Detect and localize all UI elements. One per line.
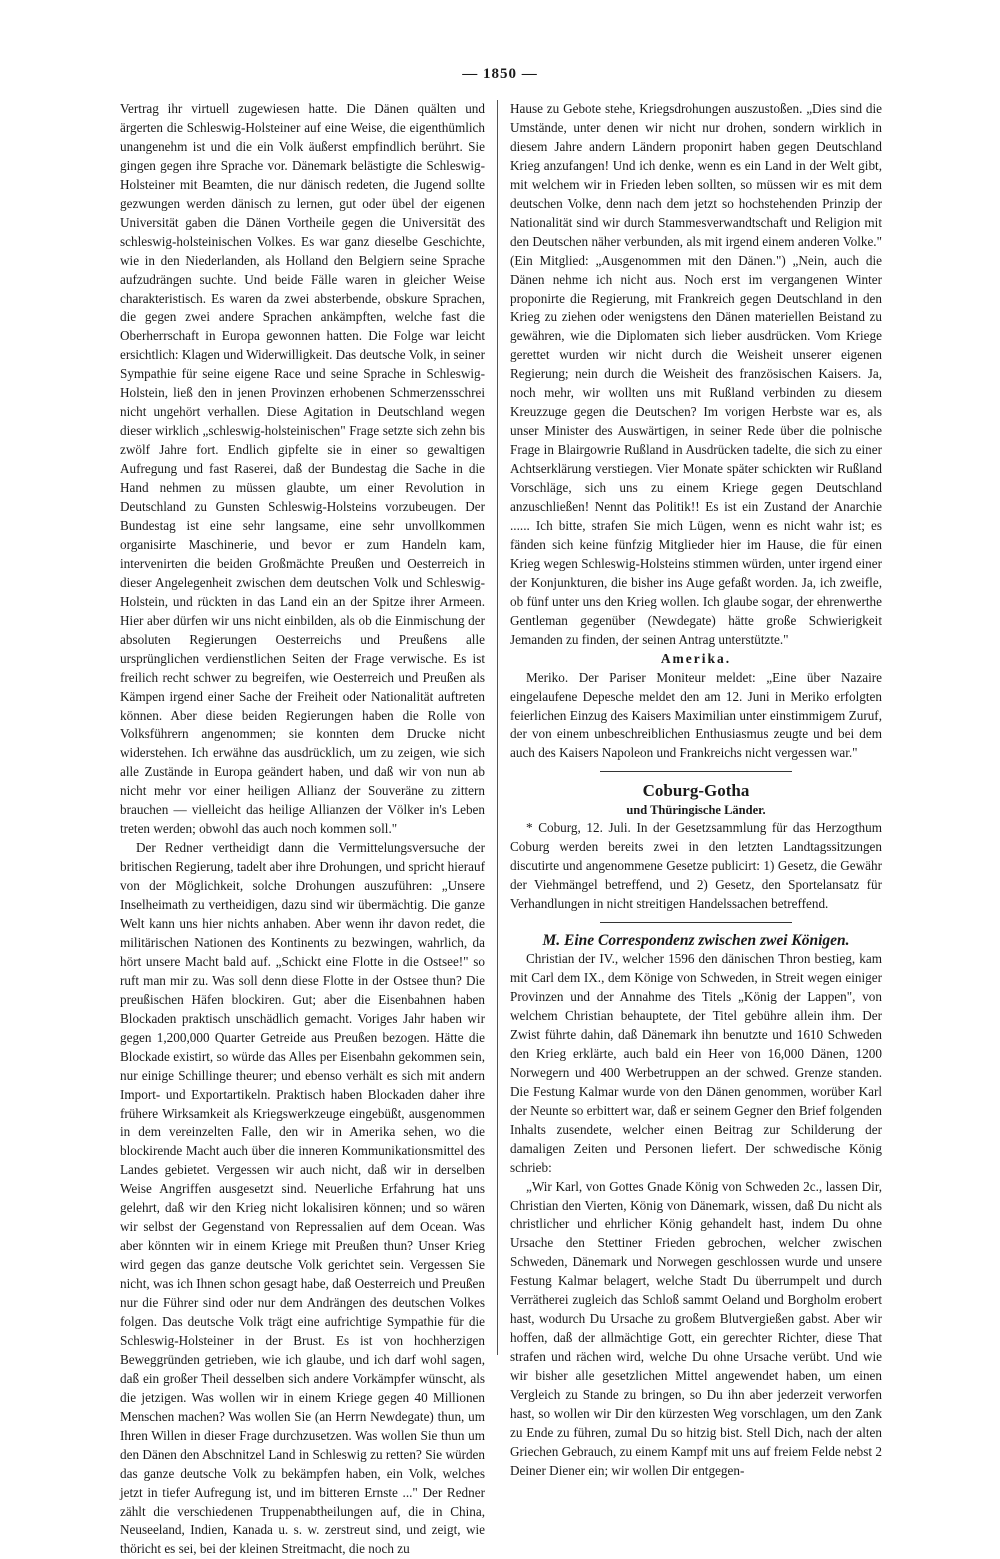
amerika-heading: Amerika. [660, 650, 732, 666]
coburg-subheading: und Thüringische Länder. [626, 803, 766, 818]
page-number: — 1850 — [462, 66, 538, 82]
amerika-text: Meriko. Der Pariser Moniteur meldet: „Eine über Nazaire eingelaufene Depesche meldet den am 12. Juni in Meriko erfolgten feierlichen Einzug des Kaisers Maximilian unter einstimmigem Zuruf, der von einem unbeschreiblichen Enthusiasmus zeugte und bei dem auch des Kaisers Napoleon und Frankreichs nicht vergessen war." [510, 669, 882, 761]
column-divider [497, 100, 498, 1355]
left-paragraph-2: Der Redner vertheidigt dann die Vermittelungsversuche der britischen Regierung, tadelt aber ihre Drohungen, und spricht hierauf von der Möglichkeit, solche Drohungen auszuführen: „Unsere Inselheimath zu vertheidigen, dazu sind wir übermächtig. Die ganze Welt kann uns hier nichts anhaben. Aber wenn ihr davon redet, die militärischen Nationen des Kontinents zu bezwingen, wahrlich, da hört unsere Macht bald auf. „Schickt eine Flotte in die Ostsee!" so ruft man mir zu. Was soll denn diese Flotte in der Ostsee thun? Die preußischen Häfen blockiren. Gut; aber die Eisenbahnen haben Blockaden praktisch unschädlich gemacht. Voriges Jahr haben wir gegen 1,200,000 Quarter Getreide aus Preußen bezogen. Hätte die Blockade existirt, so würde das Alles per Eisenbahn gekommen sein, nur einige Schillinge theurer; und ebenso verhält es sich mit andern Import- und Exportartikeln. Praktisch haben Blockaden daher ihre frühere Wirksamkeit als Kriegswerkzeuge eingebüßt, ausgenommen in dem vereinzelten Falle, den wir in Amerika sehen, wo die blockirende Macht auch über die inneren Kommunikationsmittel des Landes gebietet. Vergessen wir auch nicht, daß wir in derselben Weise Angriffen ausgesetzt sind. Neuerliche Erfahrung hat uns gelehrt, daß wir den Krieg nicht lokalisiren können; und so wären wir selbst der Gegenstand von Repressalien auf dem Ocean. Was aber könnten wir in einem Kriege mit Preußen thun? Unser Krieg wird gegen das ganze deutsche Volk gerichtet sein. Vergessen Sie nicht, was ich Ihnen schon gesagt habe, daß Oesterreich und Preußen nur die Führer sind oder nur dem Andrängen des deutschen Volkes folgen. Das deutsche Volk trägt eine aufrichtige Sympathie für die Schleswig-Holsteiner in der Brust. Es ist von hochherzigen Beweggründen getrieben, wie ich glaube, und ich darf wohl sagen, daß ein großer Theil desselben sich andere Vorkämpfer wünscht, als die jetzigen. Was wollen wir in einem Kriege gegen 40 Millionen Menschen machen? Was wollen Sie (an Herrn Newdegate) thun, um Ihren Willen in dieser Frage durchzusetzen. Was wollen Sie thun um den Dänen den Abschnitzel Land in Schleswig zu retten? Sie würden das ganze deutsche Volk zu bekämpfen haben, ein Volk, welches jetzt in tiefer Aufregung ist, und im bitteren Ernste ..." Der Redner zählt die verschiedenen Truppenabtheilungen auf, die in China, Neuseeland, Indien, Kanada u. s. w. zerstreut sind, und zeigt, wie thöricht es sei, bei der kleinen Streitmacht, die noch zu [120, 840, 485, 1557]
section-rule-1 [600, 771, 792, 772]
left-paragraph-1: Vertrag ihr virtuell zugewiesen hatte. Die Dänen quälten und ärgerten die Schleswig-Holsteiner auf eine Weise, die eigenthümlich unangenehm ist und die ein Volk äußerst empfindlich berührt. Sie gingen gegen ihre Sprache vor. Dänemark belästigte die Schleswig-Holsteiner mit Beamten, die nur dänisch redeten, die Jugend sollte gezwungen werden dänisch zu lernen, gut oder übel der eigenen Universität gaben die Dänen Vortheile gegen die Universität des schleswig-holsteinischen Volkes. Es war ganz dieselbe Geschichte, wie in den Niederlanden, als Holland den Belgiern seine Sprache aufzudrängen suchte. Und beide Fälle waren in gleicher Weise charakteristisch. Es waren da zwei absterbende, obskure Sprachen, die gegen zwei andere Sprachen ankämpften, welche fast die Oberherrschaft in Europa gewonnen hatten. Die Folge war leicht ersichtlich: Klagen und Widerwilligkeit. Das deutsche Volk, in seiner Sympathie für seine eigene Race und seine Sprache in Schleswig-Holstein, ließ den in jenen Provinzen erhobenen Schmerzensschrei nicht ungehört verhallen. Diese Agitation in Deutschland wegen dieser wirklich „schleswig-holsteinischen" Frage setzte sich zehn bis zwölf Jahre fort. Endlich gipfelte sie in einer so gewaltigen Aufregung und fast Raserei, daß der Bundestag die Sache in die Hand nehmen zu müssen glaubte, um einer Revolution in Deutschland zu Gunsten Schleswig-Holsteins vorzubeugen. Der Bundestag ist eine sehr langsame, eine sehr unvollkommen organisirte Maschinerie, und bevor er zum Handeln kam, intervenirten die beiden Großmächte Preußen und Oesterreich in dieser Angelegenheit zwischen dem deutschen Volk und Schleswig-Holstein, und rückten in das Land ein an der Spitze ihrer Armeen. Hier aber dürfen wir uns nicht einbilden, als ob die Einmischung der absoluten Regierungen Oesterreichs und Preußens alle ursprünglichen verdienstlichen Seiten der Frage verwische. Es ist freilich recht schwer zu begreifen, wie Oesterreich und Preußen als Kämpen irgend einer Sache der Freiheit oder Nationalität auftreten können. Aber diese beiden Regierungen haben die Rolle von Volksführern angenommen; sie konnten dem Drucke nicht widerstehen. Ich erwähne das ausdrücklich, um zu zeigen, wie sich alle Zustände in Europa geändert haben, und daß wir von nun ab nicht mehr vor einer heiligen Allianz der Souveräne zu zittern brauchen — vielleicht das heilige Allianzen der Völker in's Leben treten werden; obwohl das auch noch kommen soll." [120, 101, 485, 837]
coburg-heading: Coburg-Gotha [642, 781, 750, 801]
left-column [120, 100, 485, 1557]
coburg-text: * Coburg, 12. Juli. In der Gesetzsammlung für das Herzogthum Coburg werden bereits zwei in den letzten Landtagssitzungen discutirte und angenommene Gesetze publicirt: 1) Gesetz, die Gewähr der Viehmängel betreffend, und 2) Gesetz, den Sportelansatz für Verhandlungen in nicht streitigen Handelssachen betreffend. [510, 820, 882, 912]
right-intro-paragraph: Hause zu Gebote stehe, Kriegsdrohungen auszustoßen. „Dies sind die Umstände, unter denen wir nicht nur drohen, sondern wirklich in diesem Jahre andern Ländern proponirt haben gegen Deutschland Krieg anzufangen! Und ich denke, wenn es ein Land in der Welt gibt, mit welchem wir in Frieden leben sollten, so müssen wir es mit dem deutschen Volke, denn nach dem jetzt so hochstehenden Prinzip der Nationalität sind wir durch Stammesverwandtschaft und Religion mit den Deutschen näher verbunden, als mit irgend einem anderen Volke." (Ein Mitglied: „Ausgenommen mit den Dänen.") „Nein, auch die Dänen nehme ich nicht aus. Noch erst im vergangenen Winter proponirte die Regierung, mit Frankreich gegen Deutschland in den Krieg zu ziehen oder wenigstens den Dänen materiellen Beistand zu gewähren, wie die Diplomaten sich lieber ausdrücken. Vom Kriege gerettet wurden wir nicht durch die Weisheit unserer eigenen Regierung; nein durch die Weisheit des französischen Kaisers. Ja, noch mehr, wir wollten uns mit Rußland verbinden zu diesem Kreuzzuge gegen die Deutschen? Im vorigen Herbste war es, als unser Minister des Auswärtigen, in seiner Rede über die polnische Frage in Blairgowrie Rußland in Ausdrücken tadelte, die sich zu einer Achtserklärung verstiegen. Vier Monate später schickten wir Rußland Vorschläge, sich uns zu einem Kriege gegen Deutschland anzuschließen! Nennt das Politik!! Es ist ein Zustand der Anarchie ...... Ich bitte, strafen Sie mich Lügen, wenn es nicht wahr ist; es fänden sich keine fünfzig Mitglieder hier im Hause, die für einen Krieg wegen Schleswig-Holsteins stimmen würden, unter irgend einer der Konjunkturen, die bisher ins Auge gefaßt worden. Ja, ich zweifle, ob fünf unter uns den Krieg wollen. Ich glaube sogar, der ehrenwerthe Gentleman gegenüber (Newdegate) hätte große Schwierigkeit Jemanden zu finden, der seinen Antrag unterstützte." [510, 101, 882, 647]
right-column [510, 100, 882, 1478]
correspondence-paragraph-1: Christian der IV., welcher 1596 den dänischen Thron bestieg, kam mit Carl dem IX., dem Könige von Schweden, in Streit wegen einiger Provinzen und der Annahme des Titels „König der Lappen", von welchem Christian behauptete, der Titel gebühre allein ihm. Der Zwist führte dahin, daß Dänemark ihn benutzte und 1610 Schweden den Krieg erklärte, auch bald ein Heer von 16,000 Dänen, 1200 Norwegern und 400 Werbetruppen an der schwed. Grenze standen. Die Festung Kalmar wurde von den Dänen genommen, worüber Karl der Neunte so erbittert war, daß er seinem Gegner den Brief folgenden Inhalts zusendete, welcher einen Beitrag zur Schilderung der damaligen Zeiten und Personen liefert. Der schwedische König schrieb: [510, 951, 882, 1175]
correspondence-heading: M. Eine Correspondenz zwischen zwei Königen. [542, 932, 850, 950]
section-rule-2 [600, 922, 792, 923]
correspondence-paragraph-2: „Wir Karl, von Gottes Gnade König von Schweden 2c., lassen Dir, Christian den Vierten, König von Dänemark, wissen, daß Du nicht als christlicher und ehrlicher König gehandelt hast, indem Du ohne Ursache den Stettiner Frieden gebrochen, welcher zwischen Schweden, Dänemark und Norwegen geschlossen wurde und unsere Festung Kalmar belagert, welche Stadt Du überrumpelt und durch Verrätherei zugleich das Schloß sammt Oeland und Borgholm erobert hast, wodurch Du Ursache zu großem Blutvergießen gabst. Aber wir hoffen, daß der allmächtige Gott, ein gerechter Richter, diese That strafen und rächen wird, welche Du ohne Ursache verübt. Und wie wir bisher alle gesetzlichen Mittel angewendet haben, um einen Vergleich zu Stande zu bringen, so Du ihn aber jederzeit verworfen hast, so wollen wir Dir den kürzesten Weg vorschlagen, um den Zank zu Ende zu führen, zumal Du so hitzig bist. Stell Dich, nach der alten Griechen Gebrauch, zu einem Kampf mit uns auf freiem Felde nebst 2 Deiner Diener ein; wir wollen Dir entgegen- [510, 1178, 882, 1478]
